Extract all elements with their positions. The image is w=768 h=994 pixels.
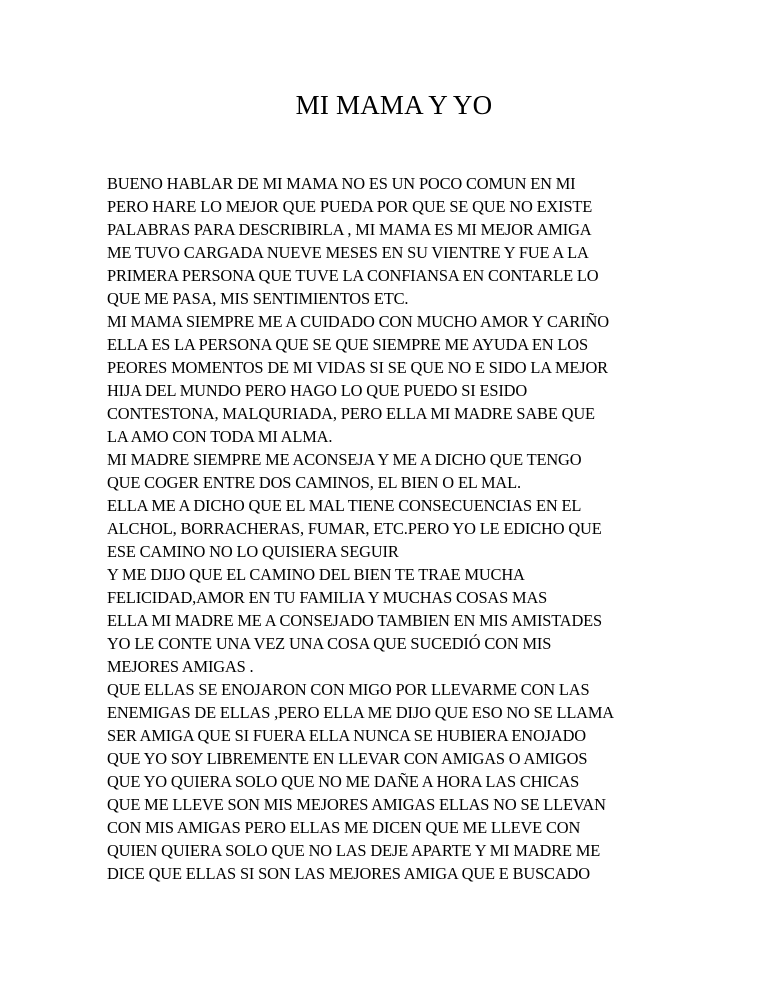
document-title: MI MAMA Y YO: [295, 90, 493, 120]
body-line: QUE COGER ENTRE DOS CAMINOS, EL BIEN O EL MAL.: [107, 473, 521, 492]
body-line: HIJA DEL MUNDO PERO HAGO LO QUE PUEDO SI ESIDO: [107, 381, 528, 400]
body-line: ESE CAMINO NO LO QUISIERA SEGUIR: [107, 542, 399, 561]
body-line: MI MAMA SIEMPRE ME A CUIDADO CON MUCHO AMOR Y CARIÑO: [107, 312, 609, 331]
body-line: PALABRAS PARA DESCRIBIRLA , MI MAMA ES MI MEJOR AMIGA: [107, 220, 592, 239]
body-line: SER AMIGA QUE SI FUERA ELLA NUNCA SE HUBIERA ENOJADO: [107, 726, 586, 745]
body-line: CONTESTONA, MALQURIADA, PERO ELLA MI MADRE SABE QUE: [107, 404, 595, 423]
body-line: ELLA ES LA PERSONA QUE SE QUE SIEMPRE ME AYUDA EN LOS: [107, 335, 588, 354]
body-line: FELICIDAD,AMOR EN TU FAMILIA Y MUCHAS COSAS MAS: [107, 588, 548, 607]
body-line: BUENO HABLAR DE MI MAMA NO ES UN POCO COMUN EN MI: [107, 174, 576, 193]
body-line: ENEMIGAS DE ELLAS ,PERO ELLA ME DIJO QUE ESO NO SE LLAMA: [107, 703, 614, 722]
body-line: MI MADRE SIEMPRE ME ACONSEJA Y ME A DICHO QUE TENGO: [107, 450, 582, 469]
body-line: QUE ME LLEVE SON MIS MEJORES AMIGAS ELLAS NO SE LLEVAN: [107, 795, 606, 814]
document-body: [107, 172, 667, 885]
body-line: PERO HARE LO MEJOR QUE PUEDA POR QUE SE QUE NO EXISTE: [107, 197, 593, 216]
body-line: QUE YO SOY LIBREMENTE EN LLEVAR CON AMIGAS O AMIGOS: [107, 749, 588, 768]
body-line: YO LE CONTE UNA VEZ UNA COSA QUE SUCEDIÓ CON MIS: [107, 634, 552, 653]
body-line: MEJORES AMIGAS .: [107, 657, 254, 676]
body-line: ELLA MI MADRE ME A CONSEJADO TAMBIEN EN MIS AMISTADES: [107, 611, 602, 630]
body-line: CON MIS AMIGAS PERO ELLAS ME DICEN QUE ME LLEVE CON: [107, 818, 581, 837]
body-line: QUE YO QUIERA SOLO QUE NO ME DAÑE A HORA LAS CHICAS: [107, 772, 580, 791]
body-line: ELLA ME A DICHO QUE EL MAL TIENE CONSECUENCIAS EN EL: [107, 496, 582, 515]
body-line: QUE ELLAS SE ENOJARON CON MIGO POR LLEVARME CON LAS: [107, 680, 590, 699]
body-line: Y ME DIJO QUE EL CAMINO DEL BIEN TE TRAE MUCHA: [107, 565, 525, 584]
body-line: ALCHOL, BORRACHERAS, FUMAR, ETC.PERO YO LE EDICHO QUE: [107, 519, 602, 538]
body-line: PEORES MOMENTOS DE MI VIDAS SI SE QUE NO E SIDO LA MEJOR: [107, 358, 608, 377]
body-line: LA AMO CON TODA MI ALMA.: [107, 427, 333, 446]
body-line: DICE QUE ELLAS SI SON LAS MEJORES AMIGA QUE E BUSCADO: [107, 864, 590, 883]
body-line: ME TUVO CARGADA NUEVE MESES EN SU VIENTRE Y FUE A LA: [107, 243, 589, 262]
body-line: PRIMERA PERSONA QUE TUVE LA CONFIANSA EN CONTARLE LO: [107, 266, 599, 285]
body-line: QUE ME PASA, MIS SENTIMIENTOS ETC.: [107, 289, 409, 308]
body-line: QUIEN QUIERA SOLO QUE NO LAS DEJE APARTE Y MI MADRE ME: [107, 841, 601, 860]
